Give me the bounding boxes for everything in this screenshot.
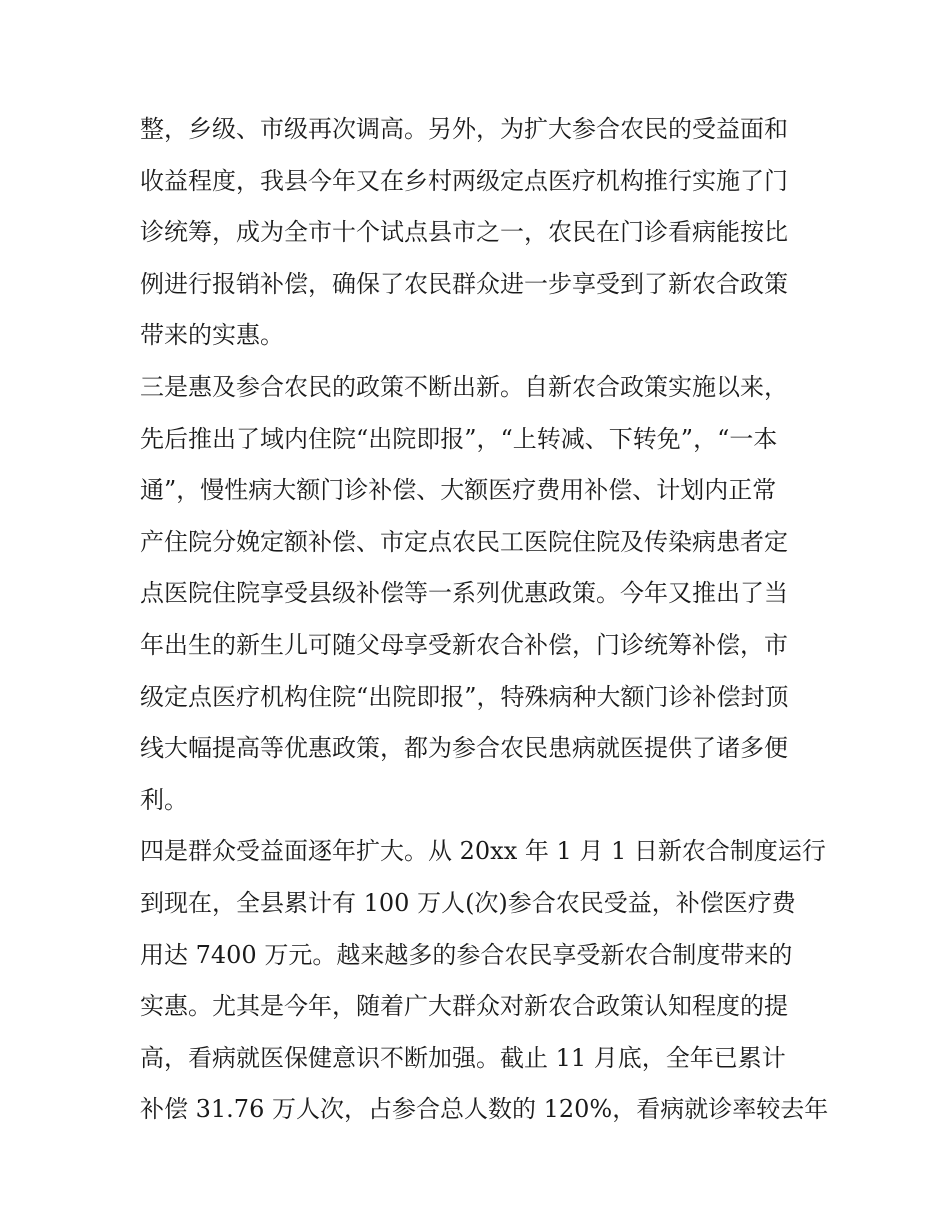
text-line: 整，乡级、市级再次调高。另外，为扩大参合农民的受益面和 [140,115,788,143]
text-line: 先后推出了域内住院“出院即报”，“上转减、下转免”，“一本 [140,424,778,453]
text-line: 产住院分娩定额补偿、市定点农民工医院住院及传染病患者定 [140,527,788,556]
text-line: 用达 7400 万元。越来越多的参合农民享受新农合制度带来的 [140,940,793,969]
text-line: 级定点医疗机构住院“出院即报”，特殊病种大额门诊补偿封顶 [140,682,789,711]
text-line: 点医院住院享受县级补偿等一系列优惠政策。今年又推出了当 [140,579,788,608]
text-line: 补偿 31.76 万人次，占参合总人数的 120%，看病就诊率较去年 [140,1095,829,1124]
document-body [140,104,829,1136]
text-line: 利。 [140,785,188,814]
text-line: 诊统筹，成为全市十个试点县市之一，农民在门诊看病能按比 [140,218,788,247]
text-line: 收益程度，我县今年又在乡村两级定点医疗机构推行实施了门 [140,166,788,195]
text-line: 通”，慢性病大额门诊补偿、大额医疗费用补偿、计划内正常 [140,476,777,505]
text-line: 实惠。尤其是今年，随着广大群众对新农合政策认知程度的提 [140,992,788,1021]
text-line: 高，看病就医保健意识不断加强。截止 11 月底，全年已累计 [140,1043,786,1072]
text-line: 到现在，全县累计有 100 万人(次)参合农民受益，补偿医疗费 [140,888,796,917]
text-line: 年出生的新生儿可随父母享受新农合补偿，门诊统筹补偿，市 [140,630,788,659]
text-line: 例进行报销补偿，确保了农民群众进一步享受到了新农合政策 [140,269,788,298]
text-line: 四是群众受益面逐年扩大。从 20xx 年 1 月 1 日新农合制度运行 [140,837,826,866]
text-line: 三是惠及参合农民的政策不断出新。自新农合政策实施以来， [140,372,788,401]
text-line: 线大幅提高等优惠政策，都为参合农民患病就医提供了诸多便 [140,734,788,763]
text-line: 带来的实惠。 [140,321,284,350]
